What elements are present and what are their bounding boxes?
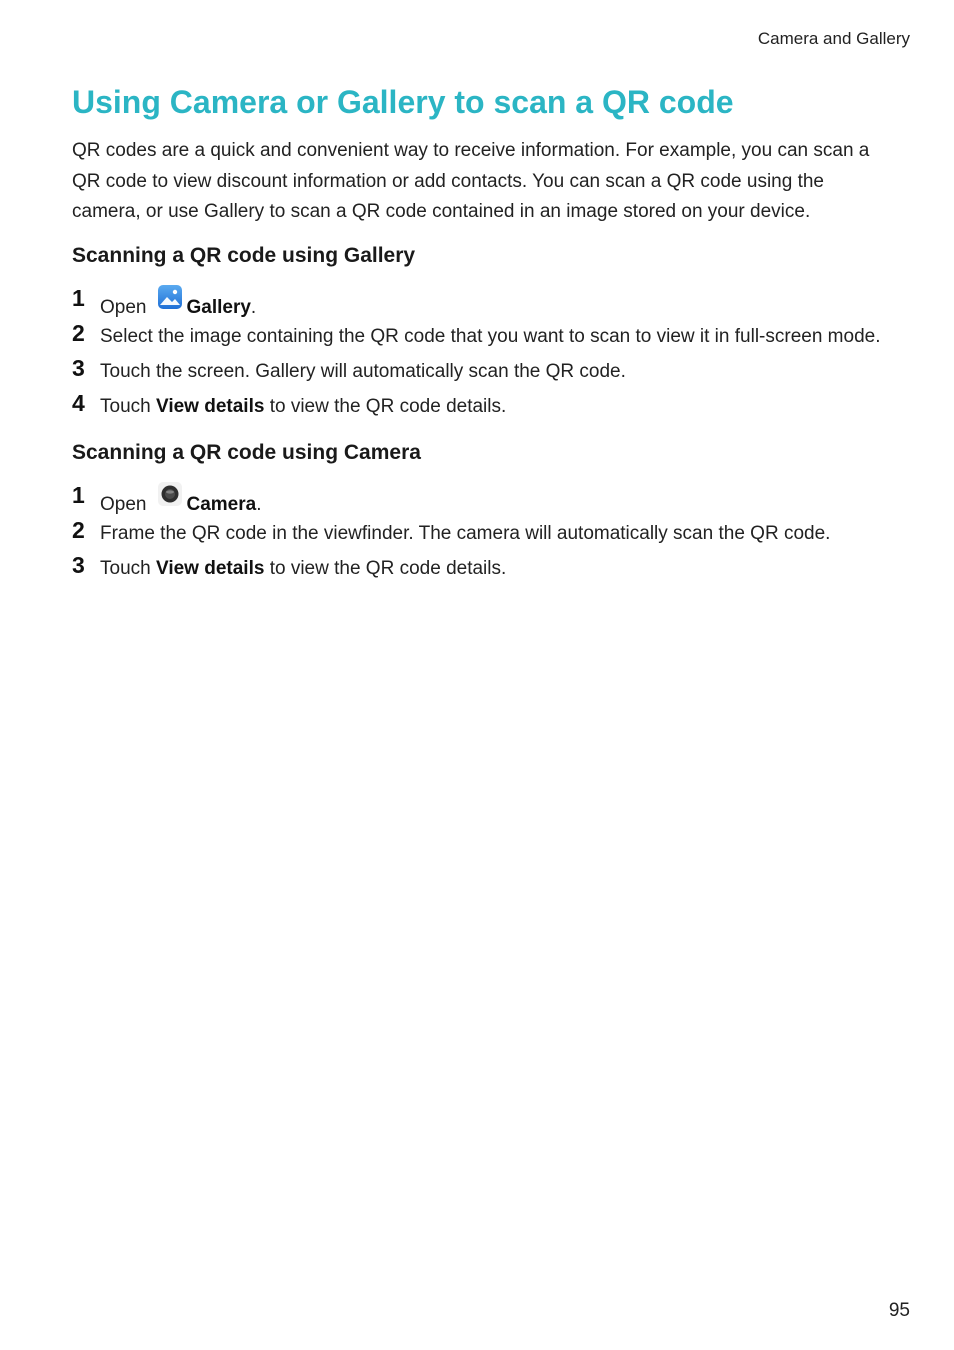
intro-line: QR code to view discount information or add contacts. You can scan a QR code using the — [72, 170, 824, 192]
step-text: Touch the screen. Gallery will automatically scan the QR code. — [100, 361, 626, 382]
step-text-post: to view the QR code details. — [264, 558, 507, 579]
view-details-label: View details — [155, 558, 265, 579]
intro-line: camera, or use Gallery to scan a QR code contained in an image stored on your device. — [72, 201, 811, 222]
camera-icon — [158, 482, 182, 506]
step-text-pre: Touch — [100, 396, 156, 417]
step-text-post: . — [250, 297, 257, 318]
step-number: 3 — [72, 355, 85, 381]
step-number: 2 — [72, 517, 85, 543]
step-text-pre: Touch — [100, 558, 156, 579]
step-text: Select the image containing the QR code that you want to scan to view it in full-screen mode. — [100, 326, 881, 347]
intro-line: QR codes are a quick and convenient way to receive information. For example, you can scan a — [72, 140, 870, 161]
step-number: 4 — [72, 390, 85, 416]
step-text: Frame the QR code in the viewfinder. The camera will automatically scan the QR code. — [100, 523, 831, 544]
step-number: 1 — [72, 482, 85, 508]
step-text-pre: Open — [100, 494, 147, 515]
page-number: 95 — [888, 1300, 910, 1321]
step-text-post: . — [256, 494, 262, 515]
step-app-name: Camera — [186, 494, 257, 515]
running-header: Camera and Gallery — [757, 29, 910, 48]
camera-section-heading: Scanning a QR code using Camera — [72, 441, 421, 464]
intro-paragraph — [72, 136, 892, 228]
step-number: 3 — [72, 552, 85, 578]
step-text-post: to view the QR code details. — [264, 396, 507, 417]
gallery-icon — [158, 285, 182, 309]
step-number: 2 — [72, 320, 85, 346]
step-text — [100, 488, 261, 516]
gallery-section-heading: Scanning a QR code using Gallery — [72, 244, 416, 267]
view-details-label: View details — [155, 396, 265, 417]
step-text — [100, 396, 506, 418]
step-text — [100, 291, 256, 319]
step-app-name: Gallery — [186, 297, 251, 318]
step-number: 1 — [72, 285, 85, 311]
step-text — [100, 558, 506, 580]
step-text-pre: Open — [100, 297, 147, 318]
page-title: Using Camera or Gallery to scan a QR code — [72, 84, 734, 120]
